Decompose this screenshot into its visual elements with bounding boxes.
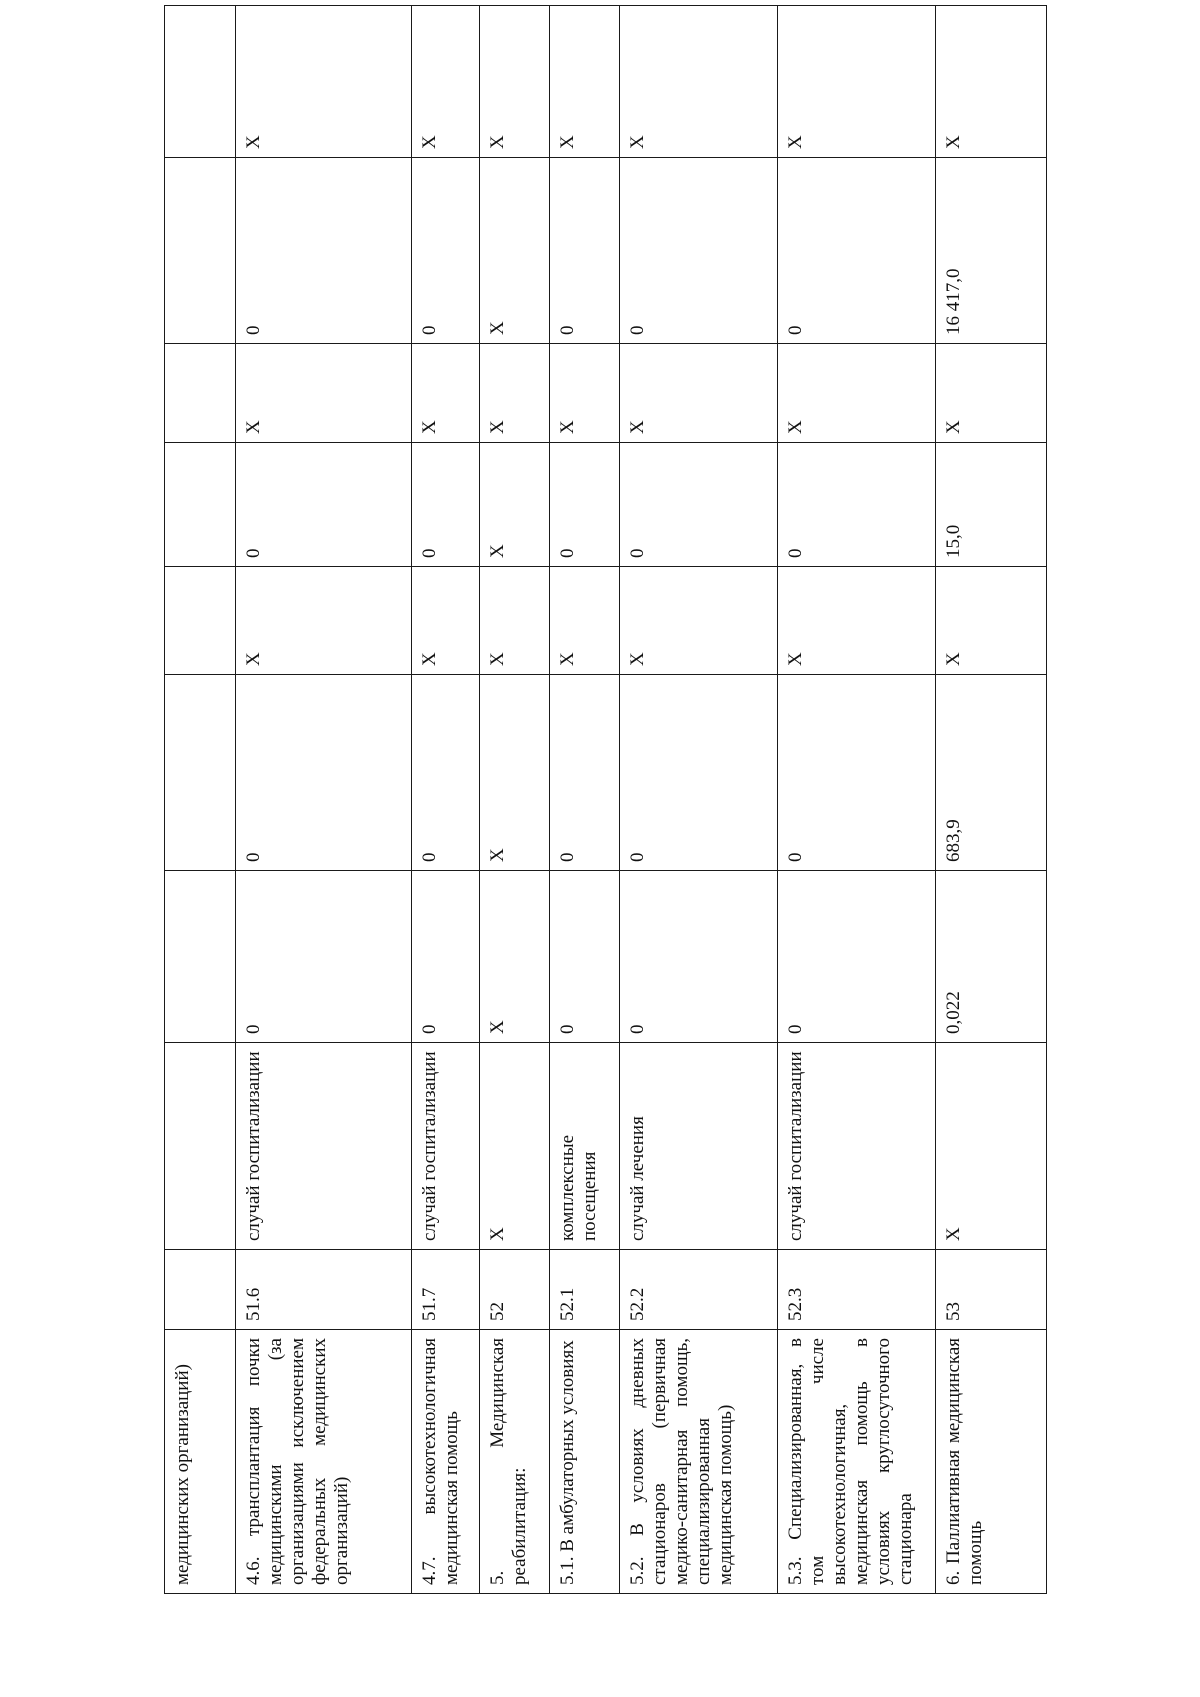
table-cell-c1 <box>165 871 236 1043</box>
table-cell-unit: случай госпитализации <box>778 1043 936 1250</box>
table-cell-c5: X <box>480 344 550 443</box>
table-cell-code: 52 <box>480 1250 550 1330</box>
table-cell-c1: 0 <box>236 871 412 1043</box>
table-cell-c4: 15,0 <box>936 443 1047 567</box>
table-cell-c7 <box>165 6 236 158</box>
table-cell-c2: X <box>480 675 550 871</box>
rotated-table-page <box>164 106 1046 1594</box>
table-cell-c1: 0 <box>620 871 778 1043</box>
table-cell-c7: X <box>620 6 778 158</box>
table-cell-code: 52.2 <box>620 1250 778 1330</box>
table-cell-name: медицинских организаций) <box>165 1330 236 1594</box>
table-cell-c4 <box>165 443 236 567</box>
table-cell-c2: 0 <box>778 675 936 871</box>
table-cell-unit: случай госпитализации <box>412 1043 480 1250</box>
table-cell-c4: 0 <box>412 443 480 567</box>
table-cell-c5: X <box>936 344 1047 443</box>
table-cell-unit: комплексные посещения <box>550 1043 620 1250</box>
table-row <box>236 6 412 1594</box>
table-cell-c4: 0 <box>620 443 778 567</box>
table-cell-name: 5.3. Специализированная, в том числе высокотехнологичная, медицинская помощь в условиях круглосуточного стационара <box>778 1330 936 1594</box>
table-cell-c5: X <box>620 344 778 443</box>
table-cell-c6: 0 <box>236 158 412 344</box>
table-cell-c7: X <box>236 6 412 158</box>
table-cell-c6: X <box>480 158 550 344</box>
table-cell-c5: X <box>550 344 620 443</box>
table-cell-c3 <box>165 567 236 675</box>
table-cell-code: 53 <box>936 1250 1047 1330</box>
table-cell-c3: X <box>412 567 480 675</box>
table-cell-c6: 0 <box>412 158 480 344</box>
table-cell-c7: X <box>778 6 936 158</box>
table-row <box>412 6 480 1594</box>
table-cell-c6: 0 <box>778 158 936 344</box>
table-cell-unit <box>165 1043 236 1250</box>
table-row <box>620 6 778 1594</box>
table-cell-c7: X <box>480 6 550 158</box>
table-cell-unit: случай лечения <box>620 1043 778 1250</box>
table-cell-c7: X <box>936 6 1047 158</box>
table-cell-c6: 0 <box>620 158 778 344</box>
table-cell-c3: X <box>778 567 936 675</box>
table-row <box>480 6 550 1594</box>
table-cell-c6: 0 <box>550 158 620 344</box>
table-cell-c3: X <box>480 567 550 675</box>
table-cell-c2: 683,9 <box>936 675 1047 871</box>
table-cell-code <box>165 1250 236 1330</box>
table-row <box>936 6 1047 1594</box>
table-cell-c6: 16 417,0 <box>936 158 1047 344</box>
table-cell-c3: X <box>936 567 1047 675</box>
table-cell-c3: X <box>620 567 778 675</box>
table-cell-name: 5.2. В условиях дневных стационаров (первичная медико-санитарная помощь, специализированная медицинская помощь) <box>620 1330 778 1594</box>
table-cell-c3: X <box>550 567 620 675</box>
table-cell-name: 4.6. трансплантация почки медицинскими (за организациями исключением федеральных медицинских организаций) <box>236 1330 412 1594</box>
table-cell-code: 52.1 <box>550 1250 620 1330</box>
table-cell-c2: 0 <box>620 675 778 871</box>
table-cell-name: 5.1. В амбулаторных условиях <box>550 1330 620 1594</box>
table-cell-code: 51.6 <box>236 1250 412 1330</box>
table-cell-c2 <box>165 675 236 871</box>
table-cell-c5: X <box>236 344 412 443</box>
table-row <box>165 6 236 1594</box>
table-cell-c4: 0 <box>236 443 412 567</box>
table-cell-c4: 0 <box>550 443 620 567</box>
table-cell-c7: X <box>550 6 620 158</box>
data-table <box>164 5 1047 1594</box>
table-cell-c1: 0 <box>412 871 480 1043</box>
table-cell-unit: X <box>480 1043 550 1250</box>
table-cell-c5: X <box>412 344 480 443</box>
table-row <box>778 6 936 1594</box>
table-cell-unit: X <box>936 1043 1047 1250</box>
table-cell-c6 <box>165 158 236 344</box>
table-cell-c4: X <box>480 443 550 567</box>
table-cell-name: 6. Паллиативная медицинская помощь <box>936 1330 1047 1594</box>
table-row <box>550 6 620 1594</box>
table-cell-c5 <box>165 344 236 443</box>
table-cell-c2: 0 <box>550 675 620 871</box>
table-cell-c7: X <box>412 6 480 158</box>
table-cell-unit: случай госпитализации <box>236 1043 412 1250</box>
table-cell-c3: X <box>236 567 412 675</box>
table-cell-code: 52.3 <box>778 1250 936 1330</box>
table-cell-c2: 0 <box>412 675 480 871</box>
table-cell-code: 51.7 <box>412 1250 480 1330</box>
table-cell-c4: 0 <box>778 443 936 567</box>
table-cell-c1: 0,022 <box>936 871 1047 1043</box>
table-cell-c1: 0 <box>778 871 936 1043</box>
table-cell-name: 5. Медицинская реабилитация: <box>480 1330 550 1594</box>
table-cell-c1: 0 <box>550 871 620 1043</box>
table-cell-c1: X <box>480 871 550 1043</box>
table-cell-name: 4.7. высокотехнологичная медицинская помощь <box>412 1330 480 1594</box>
table-cell-c5: X <box>778 344 936 443</box>
table-cell-c2: 0 <box>236 675 412 871</box>
